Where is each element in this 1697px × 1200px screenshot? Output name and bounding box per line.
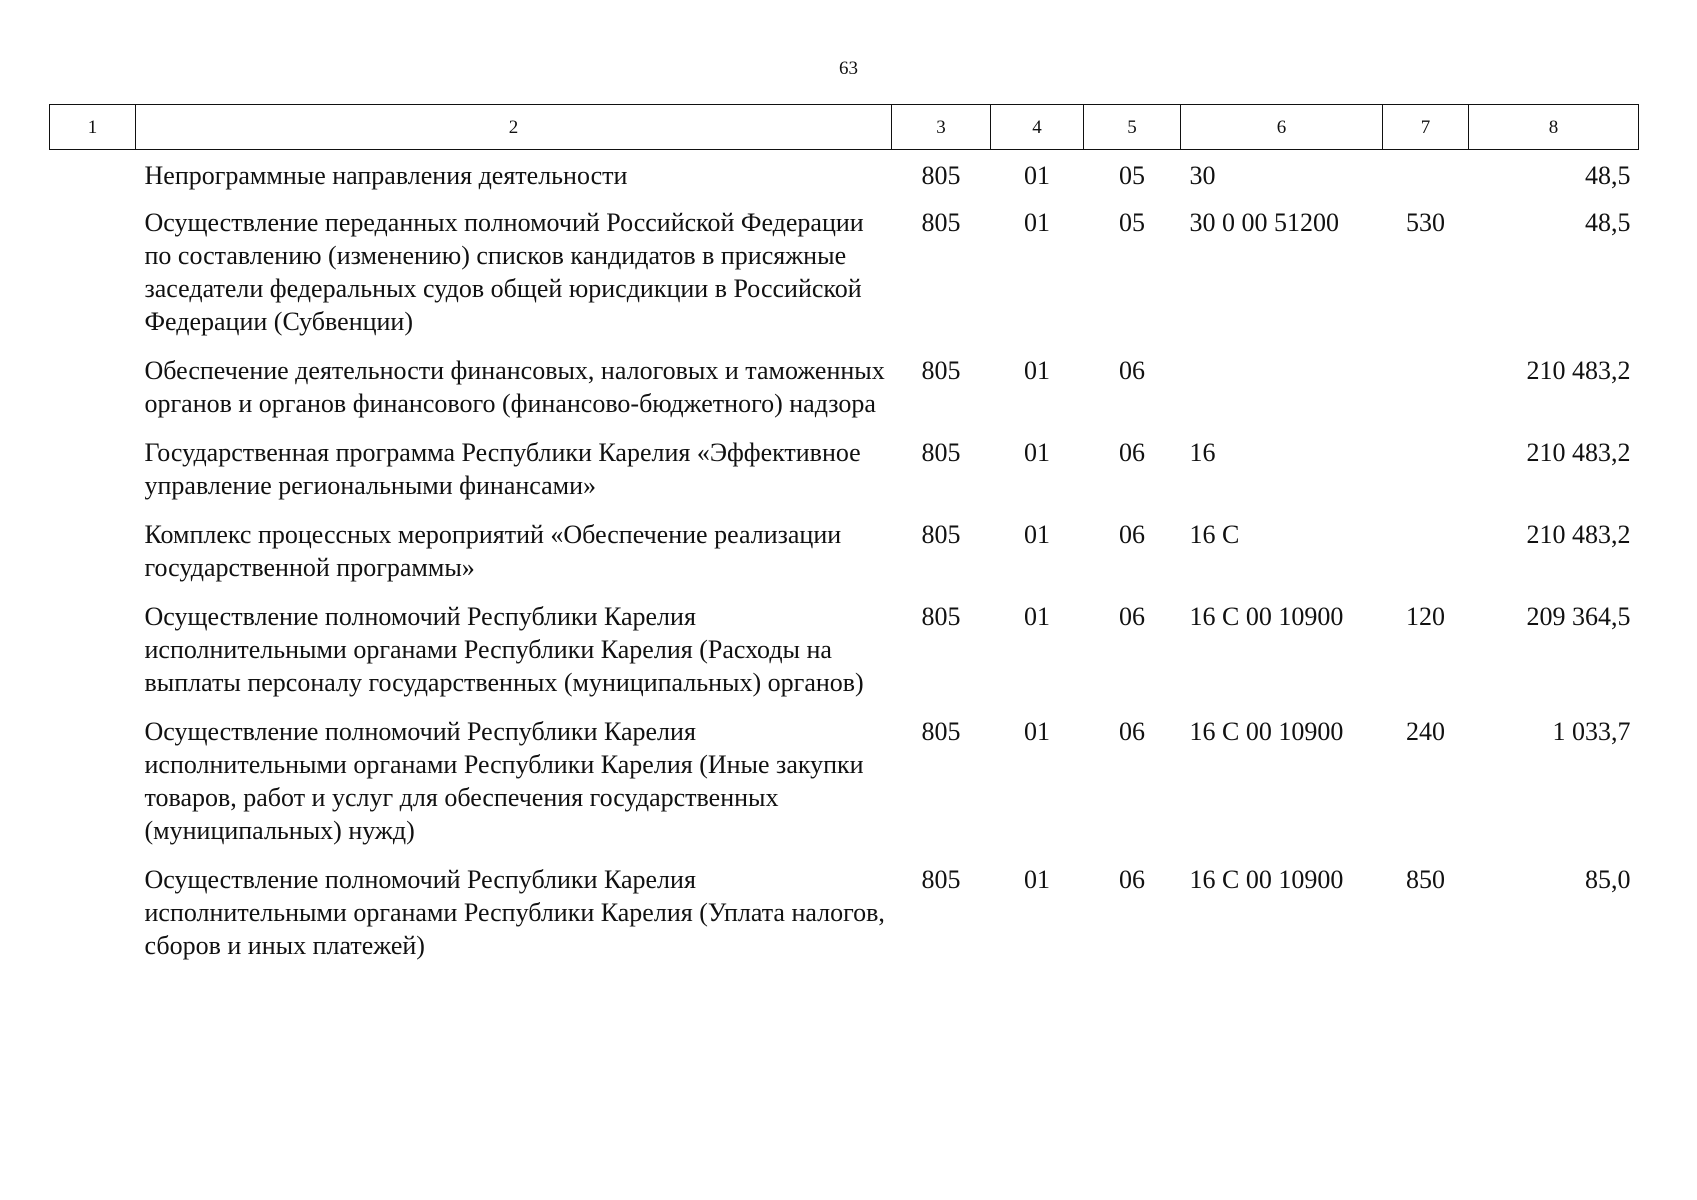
header-col-6: 6: [1181, 105, 1383, 150]
target-article-code: 30 0 00 51200: [1189, 208, 1339, 237]
subsection-code: 05: [1119, 161, 1145, 190]
ved-code: 805: [921, 161, 961, 190]
subsection-code: 06: [1119, 865, 1145, 894]
target-article-code: 16 С 00 10900: [1189, 717, 1344, 746]
amount-value: 48,5: [1585, 208, 1631, 237]
subsection-code: 06: [1119, 717, 1145, 746]
subsection-code: 06: [1119, 520, 1145, 549]
expense-type-code: 850: [1406, 865, 1445, 894]
amount-value: 48,5: [1585, 161, 1631, 190]
ved-code: 805: [921, 208, 961, 237]
budget-table: [49, 104, 1639, 978]
item-name: Осуществление полномочий Республики Карелия исполнительными органами Республики Карелия (Расходы на выплаты персоналу государственных (муниципальных) органов): [144, 602, 864, 697]
table-row: [50, 354, 1639, 436]
item-name: Обеспечение деятельности финансовых, налоговых и таможенных органов и органов финансового (финансово-бюджетного) надзора: [144, 356, 885, 418]
expense-type-code: 240: [1406, 717, 1445, 746]
amount-value: 209 364,5: [1526, 602, 1631, 631]
expense-type-code: 120: [1406, 602, 1445, 631]
table-row: [50, 863, 1639, 978]
header-row: [50, 105, 1639, 150]
ved-code: 805: [921, 520, 961, 549]
section-code: 01: [1024, 717, 1050, 746]
ved-code: 805: [921, 717, 961, 746]
row-index-cell: [50, 600, 136, 715]
subsection-code: 06: [1119, 602, 1145, 631]
target-article-code: 30: [1189, 161, 1216, 190]
table-row: [50, 150, 1639, 207]
page-number: 63: [839, 58, 858, 79]
table-row: [50, 600, 1639, 715]
table-header: [50, 105, 1639, 150]
expense-type-code: [1383, 436, 1469, 518]
ved-code: 805: [921, 865, 961, 894]
ved-code: 805: [921, 438, 961, 467]
item-name: Комплекс процессных мероприятий «Обеспечение реализации государственной программы»: [144, 520, 842, 582]
section-code: 01: [1024, 438, 1050, 467]
item-name: Осуществление полномочий Республики Карелия исполнительными органами Республики Карелия (Уплата налогов, сборов и иных платежей): [144, 865, 885, 960]
header-col-2: 2: [136, 105, 892, 150]
expense-type-code: 530: [1406, 208, 1445, 237]
subsection-code: 06: [1119, 438, 1145, 467]
amount-value: 1 033,7: [1552, 717, 1631, 746]
ved-code: 805: [921, 356, 961, 385]
subsection-code: 06: [1119, 356, 1145, 385]
section-code: 01: [1024, 208, 1050, 237]
row-index-cell: [50, 206, 136, 354]
expense-type-code: [1383, 354, 1469, 436]
amount-value: 210 483,2: [1526, 356, 1631, 385]
table-row: [50, 518, 1639, 600]
section-code: 01: [1024, 356, 1050, 385]
amount-value: 210 483,2: [1526, 438, 1631, 467]
amount-value: 210 483,2: [1526, 520, 1631, 549]
target-article-code: 16: [1189, 438, 1216, 467]
table-body: [50, 150, 1639, 979]
row-index-cell: [50, 354, 136, 436]
item-name: Государственная программа Республики Карелия «Эффективное управление региональными финансами»: [144, 438, 861, 500]
target-article-code: 16 С 00 10900: [1189, 602, 1344, 631]
row-index-cell: [50, 150, 136, 207]
item-name: Непрограммные направления деятельности: [144, 161, 628, 190]
table-row: [50, 715, 1639, 863]
item-name: Осуществление полномочий Республики Карелия исполнительными органами Республики Карелия (Иные закупки товаров, работ и услуг для обеспечения государственных (муниципальных) нужд): [144, 717, 864, 845]
row-index-cell: [50, 863, 136, 978]
target-article-code: [1181, 354, 1383, 436]
header-col-3: 3: [892, 105, 991, 150]
section-code: 01: [1024, 865, 1050, 894]
table-row: [50, 206, 1639, 354]
row-index-cell: [50, 518, 136, 600]
expense-type-code: [1383, 518, 1469, 600]
section-code: 01: [1024, 602, 1050, 631]
subsection-code: 05: [1119, 208, 1145, 237]
header-col-5: 5: [1084, 105, 1181, 150]
item-name: Осуществление переданных полномочий Российской Федерации по составлению (изменению) списков кандидатов в присяжные заседатели федеральных судов общей юрисдикции в Российской Федерации (Субвенции): [144, 208, 864, 336]
target-article-code: 16 С: [1189, 520, 1240, 549]
header-col-4: 4: [991, 105, 1084, 150]
ved-code: 805: [921, 602, 961, 631]
expense-type-code: [1383, 150, 1469, 207]
header-col-8: 8: [1469, 105, 1639, 150]
row-index-cell: [50, 436, 136, 518]
header-col-1: 1: [50, 105, 136, 150]
section-code: 01: [1024, 161, 1050, 190]
section-code: 01: [1024, 520, 1050, 549]
row-index-cell: [50, 715, 136, 863]
header-col-7: 7: [1383, 105, 1469, 150]
table-row: [50, 436, 1639, 518]
amount-value: 85,0: [1585, 865, 1631, 894]
target-article-code: 16 С 00 10900: [1189, 865, 1344, 894]
